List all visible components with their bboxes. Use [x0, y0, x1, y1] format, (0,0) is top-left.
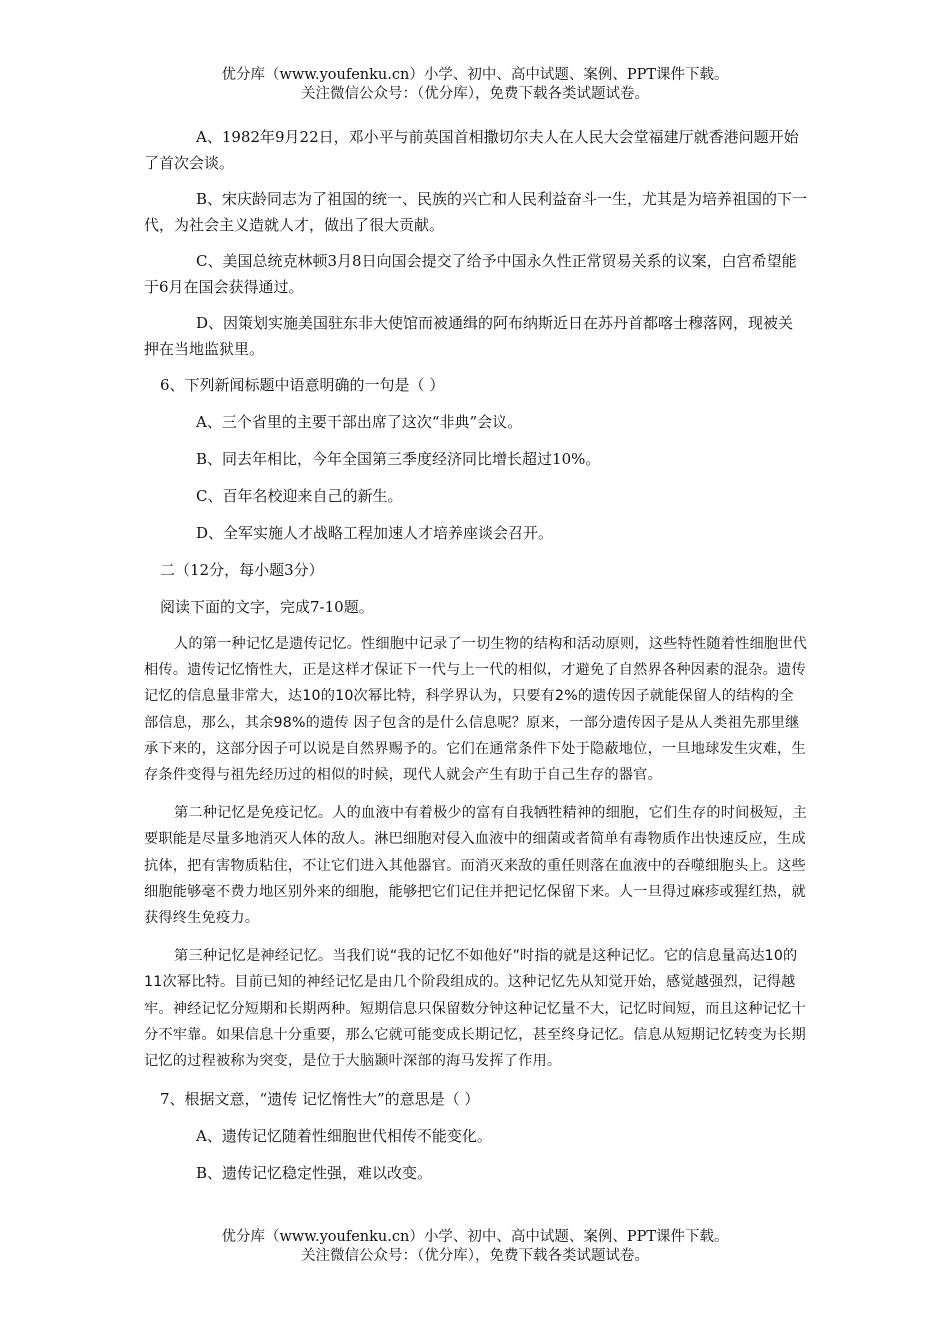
- q6-option-c: C、百年名校迎来自己的新生。: [196, 487, 403, 505]
- footer-line-2: 关注微信公众号：（优分库），免费下载各类试题试卷。: [301, 1248, 649, 1264]
- passage-paragraph-2: 第二种记忆是免疫记忆。人的血液中有着极少的富有自我牺牲精神的细胞，它们生存的时间极短，主要职能是尽量多地消灭人体的敌人。淋巴细胞对侵入血液中的细菌或者简单有毒物质作出快速反应，生成抗体，把有害物质粘住，不让它们进入其他器官。而消灭来敌的重任则落在血液中的吞噬细胞头上。这些细胞能够毫不费力地区别外来的细胞，能够把它们记住并把记忆保留下来。人一旦得过麻疹或猩红热，就获得终生免疫力。: [144, 805, 808, 927]
- section-2-title: 二（12分，每小题3分）: [160, 561, 324, 579]
- document-body: [144, 124, 808, 1197]
- q6-option-d: D、全军实施人才战略工程加速人才培养座谈会召开。: [196, 524, 554, 542]
- page-header: [0, 66, 950, 104]
- passage-paragraph-3: 第三种记忆是神经记忆。当我们说“我的记忆不如他好”时指的就是这种记忆。它的信息量高达10的11次幂比特。目前已知的神经记忆是由几个阶段组成的。这种记忆先从知觉开始，感觉越强烈，记得越牢。神经记忆分短期和长期两种。短期信息只保留数分钟这种记忆量不大，记忆时间短，而且这种记忆十分不牢靠。如果信息十分重要，那么它就可能变成长期记忆，甚至终身记忆。信息从短期记忆转变为长期记忆的过程被称为突变，是位于大脑颞叶深部的海马发挥了作用。: [144, 948, 806, 1070]
- q5-option-b: B、宋庆龄同志为了祖国的统一、民族的兴亡和人民利益奋斗一生，尤其是为培养祖国的下一代，为社会主义造就人才，做出了很大贡献。: [144, 190, 808, 234]
- q6-option-a: A、三个省里的主要干部出席了这次“非典”会议。: [196, 413, 523, 431]
- footer-line-1: 优分库（www.youfenku.cn）小学、初中、高中试题、案例、PPT课件下载。: [221, 1229, 729, 1245]
- passage-paragraph-1: 人的第一种记忆是遗传记忆。性细胞中记录了一切生物的结构和活动原则，这些特性随着性细胞世代相传。遗传记忆惰性大，正是这样才保证下一代与上一代的相似，才避免了自然界各种因素的混杂。遗传记忆的信息量非常大，达10的10次幂比特，科学界认为，只要有2%的遗传因子就能保留人的结构的全部信息，那么，其余98%的遗传 因子包含的是什么信息呢？原来，一部分遗传因子是从人类祖先那里继承下来的，这部分因子可以说是自然界赐予的。它们在通常条件下处于隐蔽地位，一旦地球发生灾难，生存条件变得与祖先经历过的相似的时候，现代人就会产生有助于自己生存的器官。: [144, 636, 808, 784]
- page-footer: [0, 1228, 950, 1266]
- header-line-2: 关注微信公众号：（优分库），免费下载各类试题试卷。: [301, 86, 649, 102]
- q5-option-c: C、美国总统克林顿3月8日向国会提交了给予中国永久性正常贸易关系的议案，白宫希望能于6月在国会获得通过。: [144, 252, 797, 296]
- section-2-instruction: 阅读下面的文字，完成7-10题。: [160, 598, 374, 616]
- q5-option-d: D、因策划实施美国驻东非大使馆而被通缉的阿布纳斯近日在苏丹首都喀士穆落网，现被关押在当地监狱里。: [144, 314, 794, 358]
- q7-option-b: B、遗传记忆稳定性强，难以改变。: [196, 1164, 433, 1183]
- q7-stem: 7、根据文意，“遗传 记忆惰性大”的意思是（ ）: [160, 1090, 480, 1109]
- header-line-1: 优分库（www.youfenku.cn）小学、初中、高中试题、案例、PPT课件下载。: [221, 67, 729, 83]
- q6-option-b: B、同去年相比，今年全国第三季度经济同比增长超过10%。: [196, 450, 601, 468]
- q6-stem: 6、下列新闻标题中语意明确的一句是（ ）: [160, 376, 445, 394]
- q7-option-a: A、遗传记忆随着性细胞世代相传不能变化。: [196, 1127, 492, 1146]
- q5-option-a: A、1982年9月22日，邓小平与前英国首相撒切尔夫人在人民大会堂福建厅就香港问题开始了首次会谈。: [144, 128, 799, 172]
